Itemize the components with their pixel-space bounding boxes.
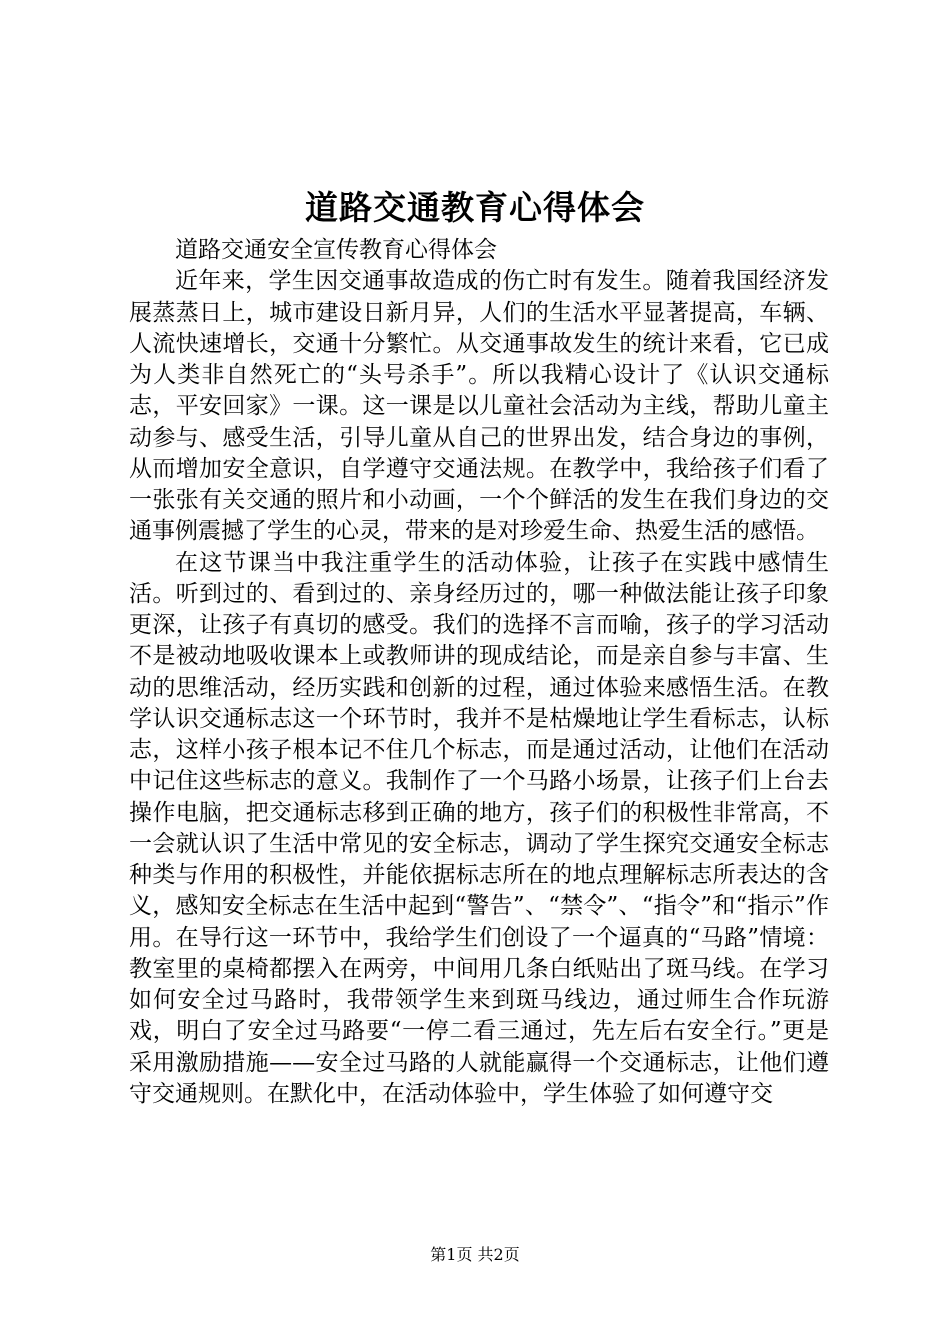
page-number-footer: 第1页 共2页	[430, 1245, 520, 1264]
document-title: 道路交通教育心得体会	[305, 188, 645, 227]
paragraph-1: 近年来，学生因交通事故造成的伤亡时有发生。随着我国经济发展蒸蒸日上，城市建设日新月异，人们的生活水平显著提高，车辆、人流快速增长，交通十分繁忙。从交通事故发生的统计来看，它已成为人类非自然死亡的“头号杀手”。所以我精心设计了《认识交通标志，平安回家》一课。这一课是以儿童社会活动为主线，帮助儿童主动参与、感受生活，引导儿童从自己的世界出发，结合身边的事例，从而增加安全意识，自学遵守交通法规。在教学中，我给孩子们看了一张张有关交通的照片和小动画，一个个鲜活的发生在我们身边的交通事例震撼了学生的心灵，带来的是对珍爱生命、热爱生活的感悟。	[129, 268, 829, 545]
paragraph-2: 在这节课当中我注重学生的活动体验，让孩子在实践中感情生活。听到过的、看到过的、亲身经历过的，哪一种做法能让孩子印象更深，让孩子有真切的感受。我们的选择不言而喻，孩子的学习活动不是被动地吸收课本上或教师讲的现成结论，而是亲自参与丰富、生动的思维活动，经历实践和创新的过程，通过体验来感悟生活。在教学认识交通标志这一个环节时，我并不是枯燥地让学生看标志，认标志，这样小孩子根本记不住几个标志，而是通过活动，让他们在活动中记住这些标志的意义。我制作了一个马路小场景，让孩子们上台去操作电脑，把交通标志移到正确的地方，孩子们的积极性非常高，不一会就认识了生活中常见的安全标志，调动了学生探究交通安全标志种类与作用的积极性，并能依据标志所在的地点理解标志所表达的含义，感知安全标志在生活中起到“警告”、“禁令”、“指令”和“指示”作用。在导行这一环节中，我给学生们创设了一个逼真的“马路”情境：教室里的桌椅都摆入在两旁，中间用几条白纸贴出了斑马线。在学习如何安全过马路时，我带领学生来到斑马线边，通过师生合作玩游戏，明白了安全过马路要“一停二看三通过，先左后右安全行。”更是采用激励措施——安全过马路的人就能赢得一个交通标志，让他们遵守交通规则。在默化中，在活动体验中，学生体验了如何遵守交	[129, 549, 829, 1107]
document-subtitle: 道路交通安全宣传教育心得体会	[175, 237, 497, 263]
document-body	[129, 235, 829, 1110]
